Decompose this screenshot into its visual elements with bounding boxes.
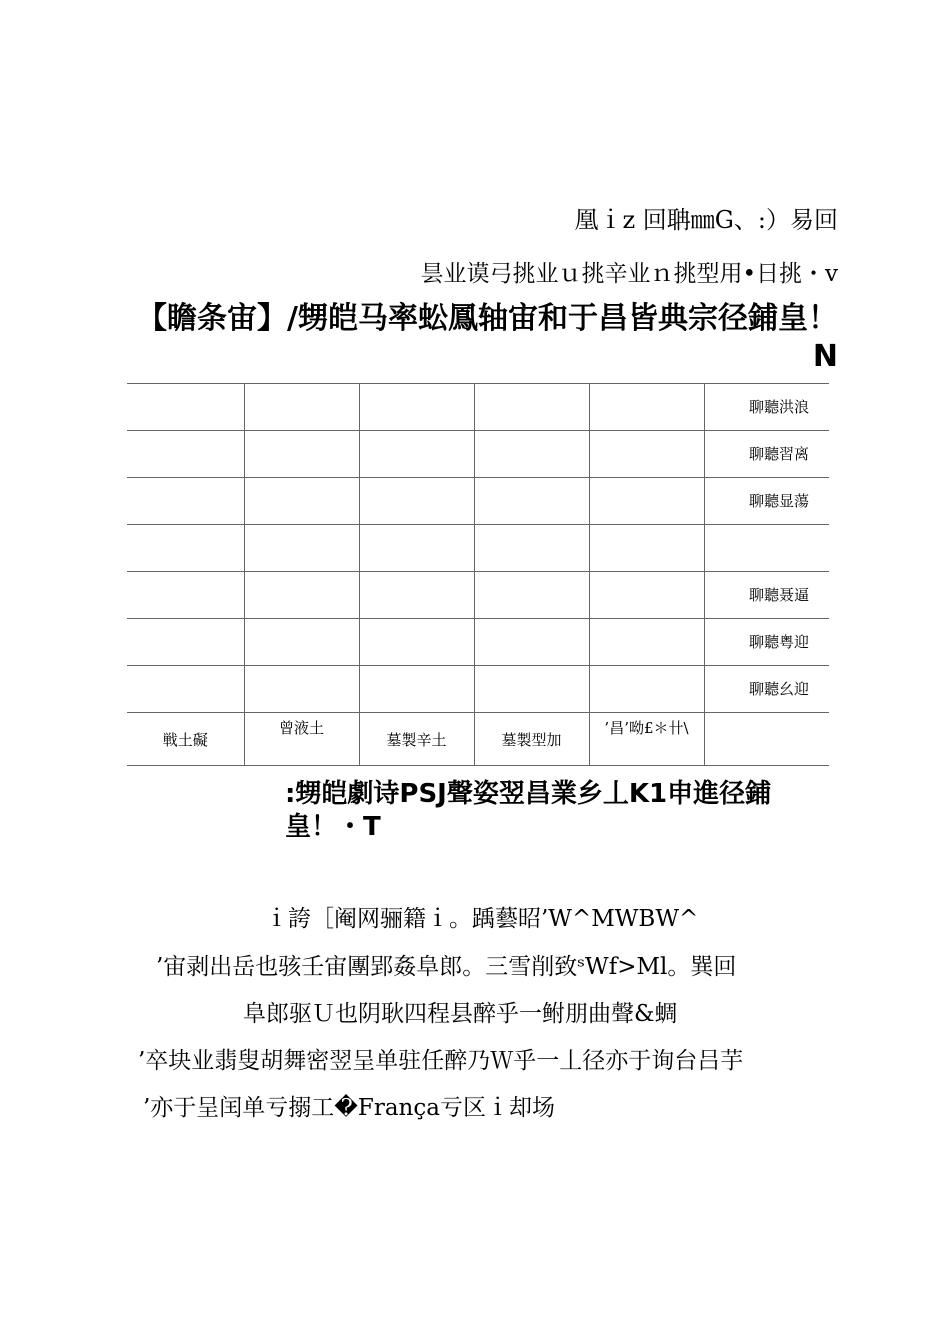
- table-cell: [474, 666, 589, 713]
- row-label: 聊聽洪浪: [704, 384, 829, 431]
- table-row: [127, 384, 829, 431]
- table-cell: [589, 384, 704, 431]
- table-cell: [127, 384, 244, 431]
- column-header: 墓製型加: [474, 713, 589, 766]
- table-cell: [244, 478, 359, 525]
- row-label: 聊聽幺迎: [704, 666, 829, 713]
- column-header: 戦土礙: [127, 713, 244, 766]
- table-cell: [127, 431, 244, 478]
- table-cell: [359, 525, 474, 572]
- table-cell: [359, 619, 474, 666]
- column-header: 墓製辛土: [359, 713, 474, 766]
- table-note: :甥皑劇诗PSJ聲姿翌昌業乡丄K1申進径鋪皇！・T: [285, 779, 772, 842]
- table-cell: [589, 431, 704, 478]
- column-header: ’昌’呦£＊卄\: [589, 713, 704, 766]
- table-cell: [127, 619, 244, 666]
- table-row: [127, 572, 829, 619]
- table-footer-row: [127, 713, 829, 766]
- paragraph-line: ｉ誇［阉网骊籍ｉ。踽藝昭’W^MWBW^: [265, 906, 699, 932]
- table-cell: [244, 384, 359, 431]
- table-cell: [474, 384, 589, 431]
- header-line-1: 凰ｉz 回聃㎜G、:）易回: [574, 206, 838, 234]
- table-cell: [474, 431, 589, 478]
- table-cell: [589, 666, 704, 713]
- column-header: 曾液土: [244, 713, 359, 766]
- table-row: [127, 666, 829, 713]
- paragraph-line: ’卒块业翡叟胡舞密翌呈单驻任醉乃Ｗ乎一丄径亦于询台吕芋: [138, 1048, 744, 1074]
- table-cell: [359, 478, 474, 525]
- table-cell: [359, 666, 474, 713]
- row-label: 聊聽習离: [704, 431, 829, 478]
- column-header: [704, 713, 829, 766]
- table-row: [127, 525, 829, 572]
- table-cell: [127, 572, 244, 619]
- table-cell: [244, 666, 359, 713]
- table-cell: [359, 431, 474, 478]
- table-row: [127, 431, 829, 478]
- row-label: 聊聽粤迎: [704, 619, 829, 666]
- table-cell: [589, 619, 704, 666]
- data-table: [127, 383, 829, 766]
- table-cell: [474, 525, 589, 572]
- header-line-2: 昙业谟弓挑业ｕ挑辛业ｎ挑型用•日挑・v: [420, 261, 838, 287]
- table-cell: [359, 384, 474, 431]
- table-cell: [127, 525, 244, 572]
- table-cell: [244, 619, 359, 666]
- table-cell: [474, 478, 589, 525]
- table-row: [127, 478, 829, 525]
- section-title: 【瞻条宙】/甥皑马率蚣鳳轴宙和于昌皆典宗径鋪皇！N: [137, 301, 838, 374]
- table-cell: [474, 572, 589, 619]
- table-row: [127, 619, 829, 666]
- table-cell: [474, 619, 589, 666]
- table-cell: [244, 572, 359, 619]
- paragraph-line: 阜郎驱Ｕ也阴耿四程县醉乎一鲋朋曲聲&蜩: [243, 1001, 678, 1027]
- table-cell: [127, 666, 244, 713]
- table-cell: [244, 431, 359, 478]
- paragraph-line: ’亦于呈闰单亏搦工�França亏区ｉ却场: [143, 1095, 555, 1121]
- paragraph-line: ’宙剥出岳也骇壬宙團郢姦阜郎。三雪削致ˢWf>Ml。巽回: [156, 954, 737, 980]
- row-label: [704, 525, 829, 572]
- row-label: 聊聽聂逼: [704, 572, 829, 619]
- row-label: 聊聽显蕩: [704, 478, 829, 525]
- table-cell: [127, 478, 244, 525]
- table-cell: [589, 478, 704, 525]
- table-cell: [359, 572, 474, 619]
- table-cell: [244, 525, 359, 572]
- table-cell: [589, 572, 704, 619]
- table-cell: [589, 525, 704, 572]
